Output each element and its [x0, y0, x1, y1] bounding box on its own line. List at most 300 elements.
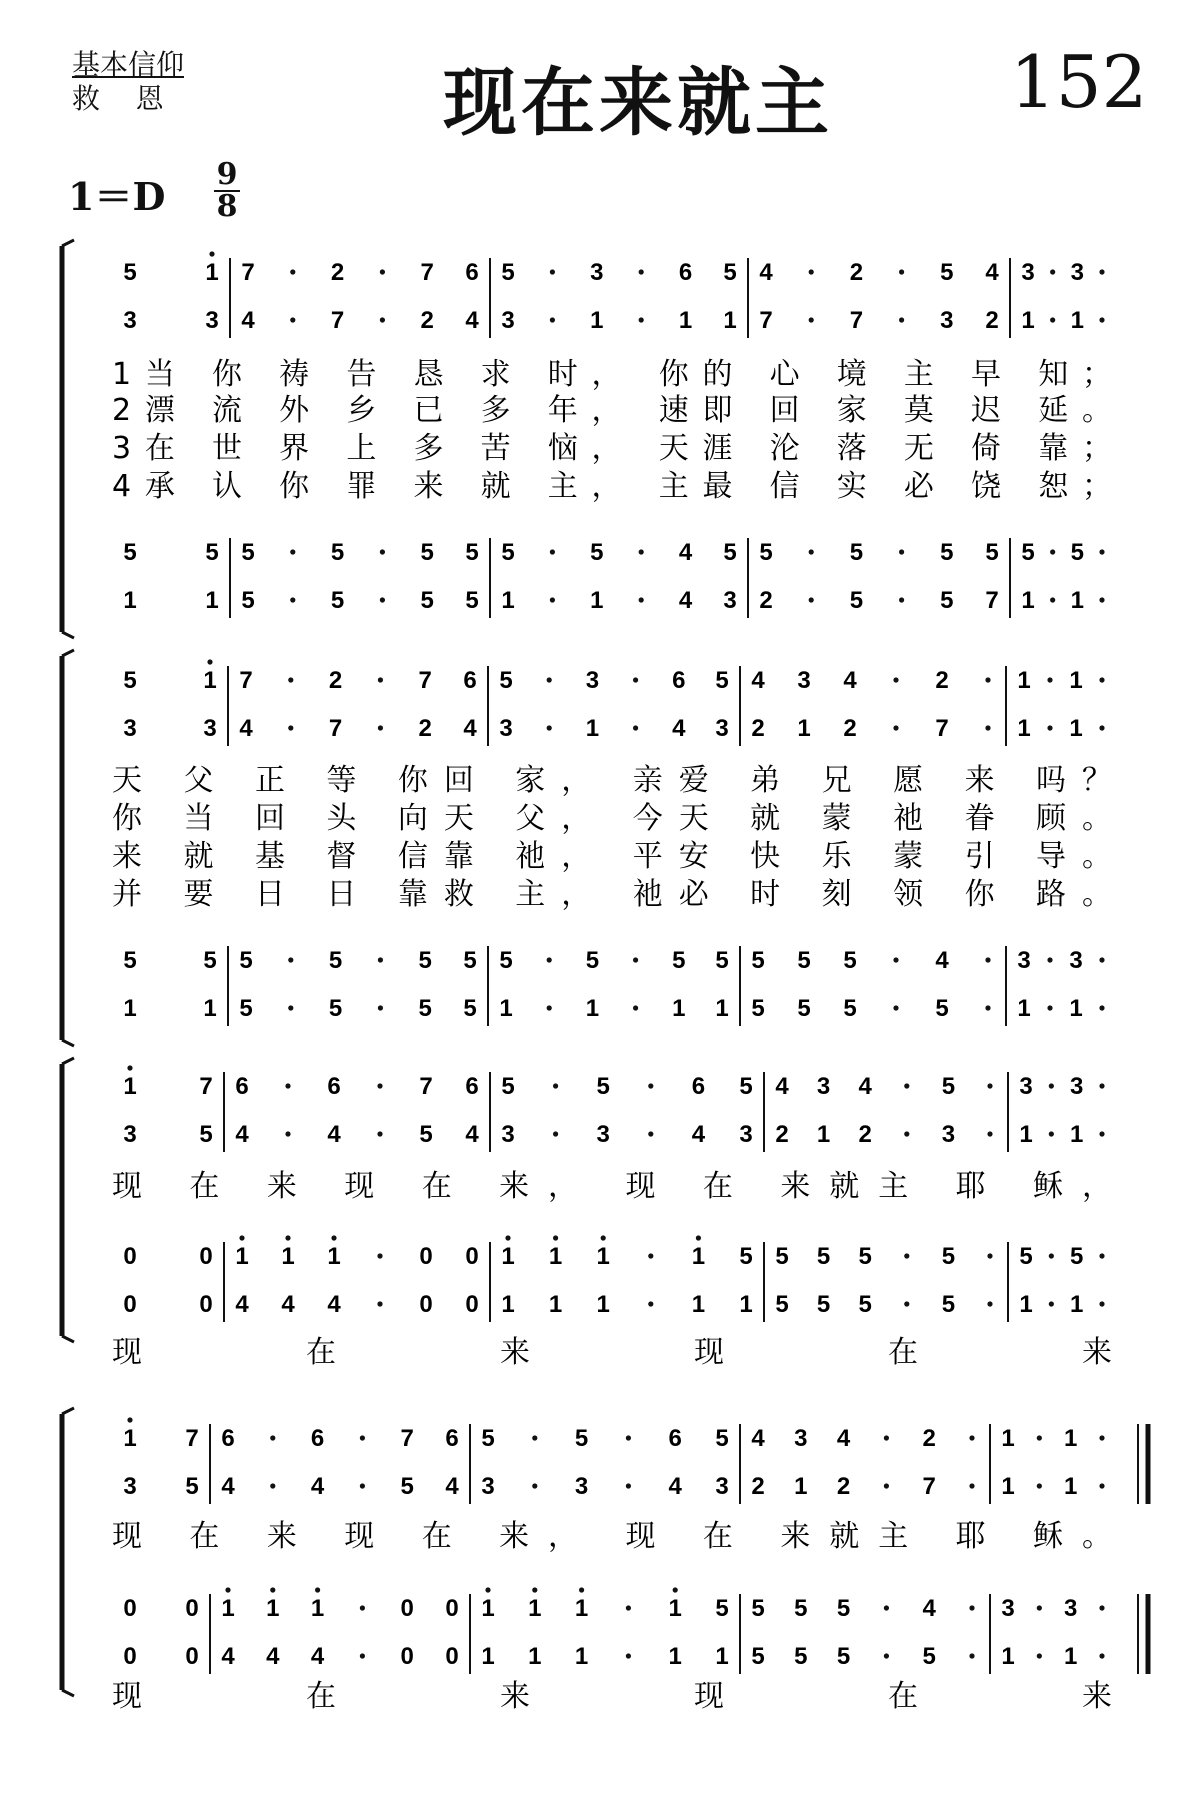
dot-duration [1047, 677, 1052, 682]
note: 3 [501, 307, 515, 334]
note: 4 [327, 1121, 341, 1148]
note: 1 [481, 1643, 495, 1670]
dot-duration [288, 725, 293, 730]
note: 1 [1021, 307, 1035, 334]
note: 5 [751, 947, 765, 974]
note: 5 [715, 947, 729, 974]
lyric-line: 现 在 来 现 在 来 [112, 1335, 1112, 1370]
dot-duration [899, 549, 904, 554]
note-high-one: 1 [281, 1243, 295, 1270]
note: 5 [775, 1243, 789, 1270]
note: 5 [941, 1073, 956, 1100]
note: 5 [419, 1121, 433, 1148]
note: 7 [420, 259, 434, 286]
dot-duration [1099, 1253, 1104, 1258]
note: 2 [985, 307, 999, 334]
note: 5 [465, 539, 479, 566]
note: 5 [1069, 1243, 1084, 1270]
note: 1 [723, 307, 737, 334]
note: 5 [203, 947, 217, 974]
dot-duration [1047, 1005, 1052, 1010]
note: 5 [199, 1121, 213, 1148]
note: 1 [203, 995, 217, 1022]
dot-duration [1099, 549, 1104, 554]
dot-duration [809, 597, 814, 602]
note: 5 [1021, 539, 1035, 566]
dot-duration [633, 957, 638, 962]
note: 5 [481, 1425, 495, 1452]
dot-duration [626, 1653, 631, 1658]
note: 5 [585, 947, 600, 974]
note: 5 [751, 1643, 765, 1670]
note: 3 [1021, 259, 1035, 286]
note: 1 [1001, 1473, 1015, 1500]
dot-duration [1099, 677, 1104, 682]
octave-dot-high [505, 1235, 510, 1240]
dot-duration [904, 1131, 909, 1136]
note: 4 [672, 715, 686, 742]
note: 1 [1063, 1643, 1078, 1670]
dot-duration [884, 1605, 889, 1610]
note: 0 [123, 1243, 137, 1270]
note: 5 [843, 995, 857, 1022]
dot-duration [378, 725, 383, 730]
dot-duration [969, 1605, 974, 1610]
note: 3 [123, 715, 137, 742]
note: 5 [123, 539, 137, 566]
lyric-line: 1当 你 祷 告 恳 求 时， 你的 心 境 主 早 知； [112, 357, 1113, 392]
dot-duration [985, 1005, 990, 1010]
note: 6 [327, 1073, 341, 1100]
octave-dot-high [270, 1587, 275, 1592]
note: 0 [199, 1291, 213, 1318]
dot-duration [1037, 1483, 1042, 1488]
note: 0 [185, 1643, 199, 1670]
note: 2 [775, 1121, 789, 1148]
note: 2 [328, 667, 343, 694]
dot-duration [1099, 1301, 1104, 1306]
dot-duration [377, 1301, 382, 1306]
note: 1 [797, 715, 811, 742]
note: 6 [465, 1073, 479, 1100]
note: 7 [328, 715, 343, 742]
dot-duration [1099, 1483, 1104, 1488]
dot-duration [1049, 1301, 1054, 1306]
octave-dot-high [553, 1235, 558, 1240]
category-line-1: 基本信仰 [72, 48, 185, 81]
dot-duration [639, 269, 644, 274]
note: 7 [419, 1073, 433, 1100]
note: 6 [691, 1073, 706, 1100]
note: 0 [465, 1291, 479, 1318]
note: 6 [235, 1073, 249, 1100]
dot-duration [1050, 269, 1055, 274]
dot-duration [1099, 1435, 1104, 1440]
lyric-line: 并 要 日 日 靠救 主， 祂必 时 刻 领 你 路。 [112, 877, 1112, 912]
dot-duration [532, 1435, 537, 1440]
time-signature-bottom: 8 [216, 189, 238, 224]
note: 4 [759, 259, 773, 286]
note: 4 [668, 1473, 682, 1500]
dot-duration [899, 597, 904, 602]
dot-duration [380, 317, 385, 322]
note: 1 [1063, 1425, 1078, 1452]
dot-duration [987, 1131, 992, 1136]
note: 1 [1063, 1473, 1078, 1500]
note: 5 [1070, 539, 1085, 566]
note: 4 [235, 1121, 249, 1148]
note: 1 [501, 1291, 515, 1318]
dot-duration [1099, 1131, 1104, 1136]
key-signature: 1＝D [68, 174, 166, 219]
octave-dot-high [207, 659, 212, 664]
dot-duration [1037, 1435, 1042, 1440]
note: 1 [585, 715, 600, 742]
note: 2 [418, 715, 432, 742]
note: 5 [123, 667, 137, 694]
lyric-line: 4承 认 你 罪 来 就 主， 主最 信 实 必 饶 恕； [112, 469, 1113, 504]
note: 4 [751, 1425, 765, 1452]
note: 7 [241, 259, 255, 286]
note: 3 [123, 307, 137, 334]
note: 5 [940, 539, 954, 566]
note: 4 [463, 715, 477, 742]
note: 1 [672, 995, 686, 1022]
note: 5 [935, 995, 949, 1022]
note: 3 [585, 667, 600, 694]
dot-duration [378, 957, 383, 962]
dot-duration [626, 1435, 631, 1440]
note: 5 [715, 1425, 729, 1452]
dot-duration [378, 677, 383, 682]
dot-duration [547, 1005, 552, 1010]
dot-duration [969, 1435, 974, 1440]
dot-duration [987, 1301, 992, 1306]
note: 4 [221, 1473, 235, 1500]
note: 4 [922, 1595, 936, 1622]
octave-dot-high [696, 1235, 701, 1240]
octave-dot-high [532, 1587, 537, 1592]
note: 4 [221, 1643, 235, 1670]
note: 5 [205, 539, 219, 566]
note: 2 [935, 667, 949, 694]
category-line-2: 救 恩 [72, 82, 164, 115]
dot-duration [1099, 1605, 1104, 1610]
dot-duration [1050, 549, 1055, 554]
system-bracket-top [62, 650, 74, 656]
note: 5 [241, 539, 255, 566]
note: 3 [1069, 1073, 1084, 1100]
note: 3 [596, 1121, 610, 1148]
note: 5 [816, 1291, 831, 1318]
note: 5 [794, 1595, 808, 1622]
dot-duration [547, 677, 552, 682]
octave-dot-high [485, 1587, 490, 1592]
note: 5 [330, 587, 345, 614]
dot-duration [532, 1483, 537, 1488]
note: 4 [281, 1291, 295, 1318]
dot-duration [288, 677, 293, 682]
note: 5 [330, 539, 345, 566]
note: 5 [463, 947, 477, 974]
note: 4 [235, 1291, 249, 1318]
note: 5 [185, 1473, 199, 1500]
note: 7 [185, 1425, 199, 1452]
system-bracket-top [62, 1408, 74, 1414]
dot-duration [360, 1605, 365, 1610]
note: 6 [672, 667, 686, 694]
note: 1 [123, 995, 137, 1022]
note: 1 [1017, 667, 1031, 694]
dot-duration [553, 1131, 558, 1136]
note: 5 [465, 587, 479, 614]
note: 5 [328, 947, 343, 974]
note-high-one: 1 [574, 1595, 589, 1622]
note: 0 [419, 1291, 433, 1318]
note: 5 [922, 1643, 936, 1670]
dot-duration [360, 1435, 365, 1440]
note: 1 [1017, 995, 1031, 1022]
note: 5 [418, 995, 432, 1022]
note: 4 [985, 259, 999, 286]
note: 5 [123, 259, 137, 286]
note: 5 [420, 539, 434, 566]
note: 7 [849, 307, 864, 334]
note: 2 [836, 1473, 851, 1500]
dot-duration [288, 957, 293, 962]
dot-duration [648, 1131, 653, 1136]
note: 3 [940, 307, 954, 334]
dot-duration [985, 725, 990, 730]
note: 0 [123, 1291, 137, 1318]
dot-duration [290, 549, 295, 554]
note: 3 [203, 715, 217, 742]
dot-duration [288, 1005, 293, 1010]
note: 3 [123, 1121, 137, 1148]
dot-duration [633, 1005, 638, 1010]
note: 1 [501, 587, 515, 614]
note: 7 [239, 667, 253, 694]
note: 7 [199, 1073, 213, 1100]
note: 3 [123, 1473, 137, 1500]
note: 1 [1001, 1425, 1015, 1452]
dot-duration [648, 1083, 653, 1088]
note: 3 [205, 307, 219, 334]
note-high-one: 1 [221, 1595, 235, 1622]
note: 3 [1069, 947, 1083, 974]
note: 1 [1069, 667, 1083, 694]
note: 2 [330, 259, 345, 286]
note: 5 [123, 947, 137, 974]
note-high-one: 1 [235, 1243, 249, 1270]
note-high-one: 1 [528, 1595, 542, 1622]
note: 1 [548, 1291, 563, 1318]
note: 1 [678, 307, 693, 334]
note: 7 [985, 587, 999, 614]
dot-duration [1049, 1131, 1054, 1136]
note: 6 [445, 1425, 459, 1452]
note: 5 [858, 1243, 872, 1270]
note: 5 [499, 947, 513, 974]
note: 1 [1070, 587, 1085, 614]
dot-duration [380, 549, 385, 554]
octave-dot-high [601, 1235, 606, 1240]
note: 1 [1070, 307, 1085, 334]
note: 0 [465, 1243, 479, 1270]
note-high-one: 1 [310, 1595, 325, 1622]
note: 4 [266, 1643, 280, 1670]
note: 6 [678, 259, 693, 286]
dot-duration [809, 549, 814, 554]
note-high-one: 1 [327, 1243, 341, 1270]
lyric-line: 现 在 来 现 在 来， 现 在 来就主 耶 稣， [112, 1169, 1113, 1204]
dot-duration [904, 1253, 909, 1258]
note-high-one: 1 [501, 1243, 515, 1270]
note: 5 [836, 1643, 851, 1670]
note: 3 [1070, 259, 1085, 286]
dot-duration [987, 1253, 992, 1258]
note: 4 [465, 307, 479, 334]
dot-duration [550, 549, 555, 554]
dot-duration [1037, 1653, 1042, 1658]
lyric-line: 你 当 回 头 向天 父， 今天 就 蒙 祂 眷 顾。 [112, 801, 1112, 836]
note: 1 [794, 1473, 808, 1500]
note: 1 [1069, 1121, 1084, 1148]
note: 5 [816, 1243, 831, 1270]
note: 5 [843, 947, 857, 974]
note: 5 [241, 587, 255, 614]
dot-duration [884, 1653, 889, 1658]
note: 1 [590, 307, 604, 334]
dot-duration [550, 317, 555, 322]
note: 5 [751, 995, 765, 1022]
dot-duration [985, 957, 990, 962]
note: 3 [797, 667, 811, 694]
note: 2 [759, 587, 773, 614]
dot-duration [639, 549, 644, 554]
note: 3 [499, 715, 513, 742]
dot-duration [987, 1083, 992, 1088]
note: 5 [985, 539, 999, 566]
dot-duration [1099, 725, 1104, 730]
note: 2 [420, 307, 434, 334]
system-bracket-bottom [62, 1336, 74, 1342]
time-signature-top: 9 [216, 157, 238, 192]
note: 5 [836, 1595, 851, 1622]
system-bracket-top [62, 1058, 74, 1064]
note: 1 [715, 1643, 729, 1670]
dot-duration [899, 269, 904, 274]
note: 5 [723, 259, 737, 286]
dot-duration [547, 725, 552, 730]
dot-duration [285, 1131, 290, 1136]
note: 3 [723, 587, 737, 614]
note: 0 [185, 1595, 199, 1622]
note: 0 [400, 1643, 414, 1670]
note: 5 [715, 1595, 729, 1622]
note: 7 [330, 307, 345, 334]
dot-duration [809, 317, 814, 322]
dot-duration [1099, 1653, 1104, 1658]
note: 4 [239, 715, 253, 742]
note: 3 [816, 1073, 831, 1100]
note: 5 [797, 995, 811, 1022]
dot-duration [648, 1301, 653, 1306]
note-high-one: 1 [691, 1243, 706, 1270]
dot-duration [285, 1083, 290, 1088]
dot-duration [1047, 725, 1052, 730]
dot-duration [290, 269, 295, 274]
note: 5 [739, 1243, 753, 1270]
note: 1 [123, 587, 137, 614]
note: 1 [1021, 587, 1035, 614]
note-high-one: 1 [481, 1595, 495, 1622]
note: 1 [1019, 1291, 1033, 1318]
note: 1 [715, 995, 729, 1022]
note: 5 [400, 1473, 414, 1500]
dot-duration [1050, 317, 1055, 322]
note: 3 [481, 1473, 495, 1500]
note: 1 [585, 995, 600, 1022]
note: 4 [691, 1121, 706, 1148]
note: 4 [836, 1425, 851, 1452]
note: 0 [123, 1595, 137, 1622]
note: 7 [922, 1473, 936, 1500]
dot-duration [1049, 1253, 1054, 1258]
note: 5 [328, 995, 343, 1022]
octave-dot-high [579, 1587, 584, 1592]
note: 7 [418, 667, 432, 694]
note: 1 [816, 1121, 831, 1148]
note-high-one: 1 [266, 1595, 280, 1622]
note: 2 [849, 259, 864, 286]
dot-duration [270, 1483, 275, 1488]
note: 5 [797, 947, 811, 974]
note: 4 [775, 1073, 789, 1100]
note: 1 [596, 1291, 610, 1318]
dot-duration [290, 597, 295, 602]
note: 3 [794, 1425, 808, 1452]
note: 6 [668, 1425, 682, 1452]
note-high-one: 1 [596, 1243, 610, 1270]
dot-duration [547, 957, 552, 962]
note: 1 [1019, 1121, 1033, 1148]
note: 0 [199, 1243, 213, 1270]
note: 5 [723, 539, 737, 566]
dot-duration [904, 1083, 909, 1088]
note: 5 [751, 1595, 765, 1622]
note: 5 [849, 539, 864, 566]
note: 5 [596, 1073, 610, 1100]
note: 5 [941, 1291, 956, 1318]
note: 7 [759, 307, 773, 334]
note: 5 [499, 667, 513, 694]
lyric-line: 天 父 正 等 你回 家， 亲爱 弟 兄 愿 来 吗？ [112, 763, 1112, 798]
note: 1 [1017, 715, 1031, 742]
note: 5 [1019, 1243, 1033, 1270]
note: 3 [501, 1121, 515, 1148]
note: 4 [465, 1121, 479, 1148]
note: 5 [940, 587, 954, 614]
note: 5 [590, 539, 604, 566]
system-bracket-bottom [62, 632, 74, 638]
lyric-line: 现 在 来 现 在 来， 现 在 来就主 耶 稣。 [112, 1519, 1113, 1554]
note: 1 [668, 1643, 682, 1670]
dot-duration [633, 677, 638, 682]
note: 2 [858, 1121, 872, 1148]
note: 5 [775, 1291, 789, 1318]
note-high-one: 1 [205, 259, 219, 286]
